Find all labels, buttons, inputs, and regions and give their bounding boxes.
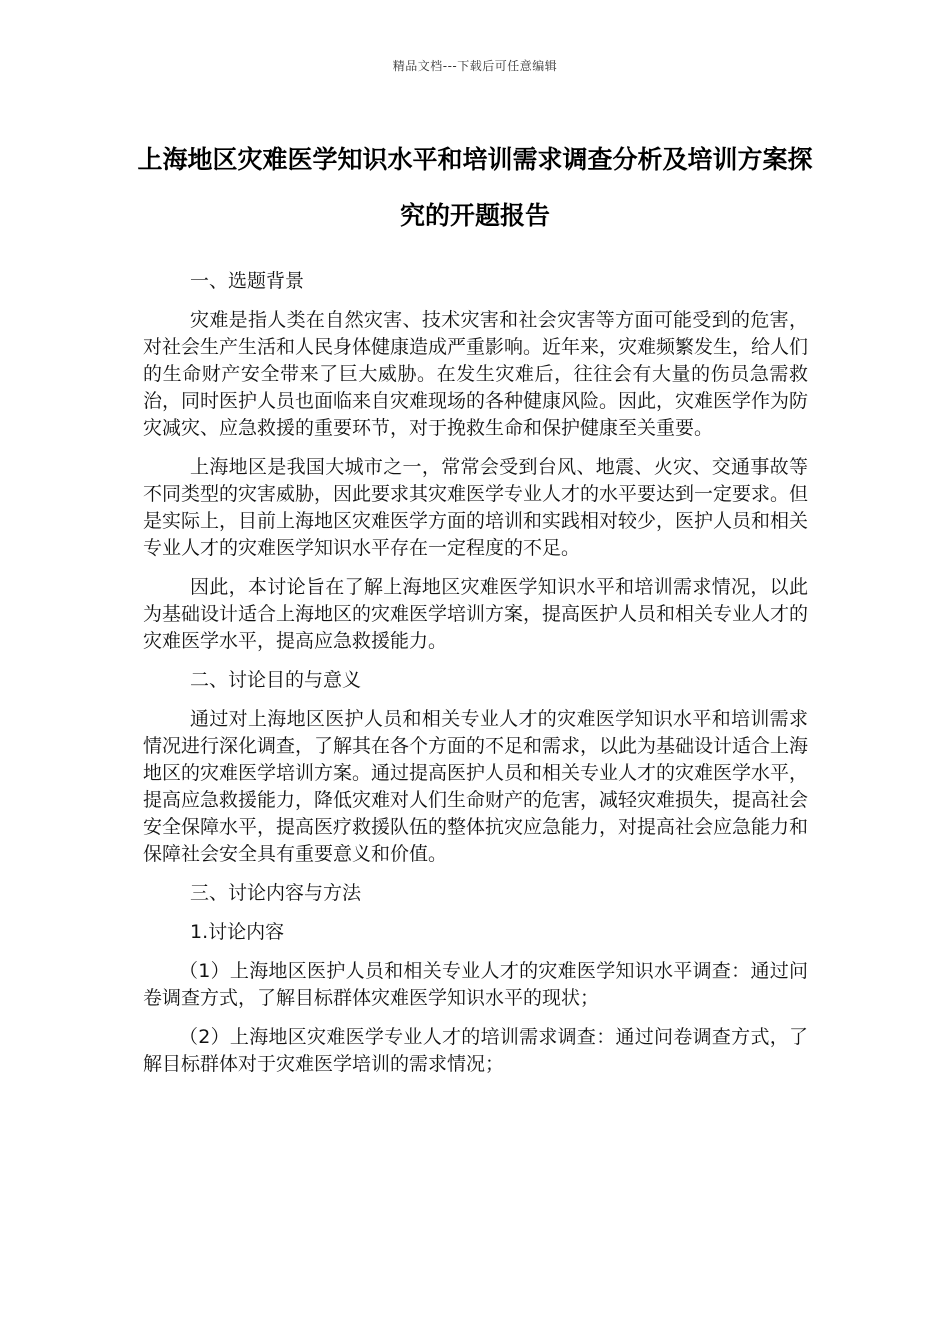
header-note: 精品文档---下载后可任意编辑 [392, 59, 558, 73]
section-heading-purpose: 二、讨论目的与意义 [190, 669, 362, 691]
paragraph: 上海地区是我国大城市之一，常常会受到台风、地震、火灾、交通事故等不同类型的灾害威胁，因此要求其灾难医学专业人才的水平要达到一定要求。但是实际上，目前上海地区灾难医学方面的培训和实践相对较少，医护人员和相关专业人才的灾难医学知识水平存在一定程度的不足。 [143, 456, 809, 559]
paragraph: 因此，本讨论旨在了解上海地区灾难医学知识水平和培训需求情况，以此为基础设计适合上海地区的灾难医学培训方案，提高医护人员和相关专业人才的灾难医学水平，提高应急救援能力。 [143, 576, 809, 652]
subsection-heading-content: 1.讨论内容 [190, 921, 285, 943]
paragraph: 通过对上海地区医护人员和相关专业人才的灾难医学知识水平和培训需求情况进行深化调查，了解其在各个方面的不足和需求，以此为基础设计适合上海地区的灾难医学培训方案。通过提高医护人员和相关专业人才的灾难医学水平，提高应急救援能力，降低灾难对人们生命财产的危害，减轻灾难损失，提高社会安全保障水平，提高医疗救援队伍的整体抗灾应急能力，对提高社会应急能力和保障社会安全具有重要意义和价值。 [143, 708, 809, 865]
document-title: 上海地区灾难医学知识水平和培训需求调查分析及培训方案探究的开题报告 [137, 145, 813, 230]
section-heading-content-method: 三、讨论内容与方法 [190, 882, 362, 904]
paragraph: 灾难是指人类在自然灾害、技术灾害和社会灾害等方面可能受到的危害，对社会生产生活和人民身体健康造成严重影响。近年来，灾难频繁发生，给人们的生命财产安全带来了巨大威胁。在发生灾难后，往往会有大量的伤员急需救治，同时医护人员也面临来自灾难现场的各种健康风险。因此，灾难医学作为防灾减灾、应急救援的重要环节，对于挽救生命和保护健康至关重要。 [143, 309, 809, 439]
list-item: （2）上海地区灾难医学专业人才的培训需求调查：通过问卷调查方式，了解目标群体对于灾难医学培训的需求情况； [143, 1026, 808, 1075]
list-item: （1）上海地区医护人员和相关专业人才的灾难医学知识水平调查：通过问卷调查方式，了解目标群体灾难医学知识水平的现状； [143, 960, 808, 1009]
document-body [143, 268, 808, 1090]
section-heading-background: 一、选题背景 [190, 270, 305, 292]
